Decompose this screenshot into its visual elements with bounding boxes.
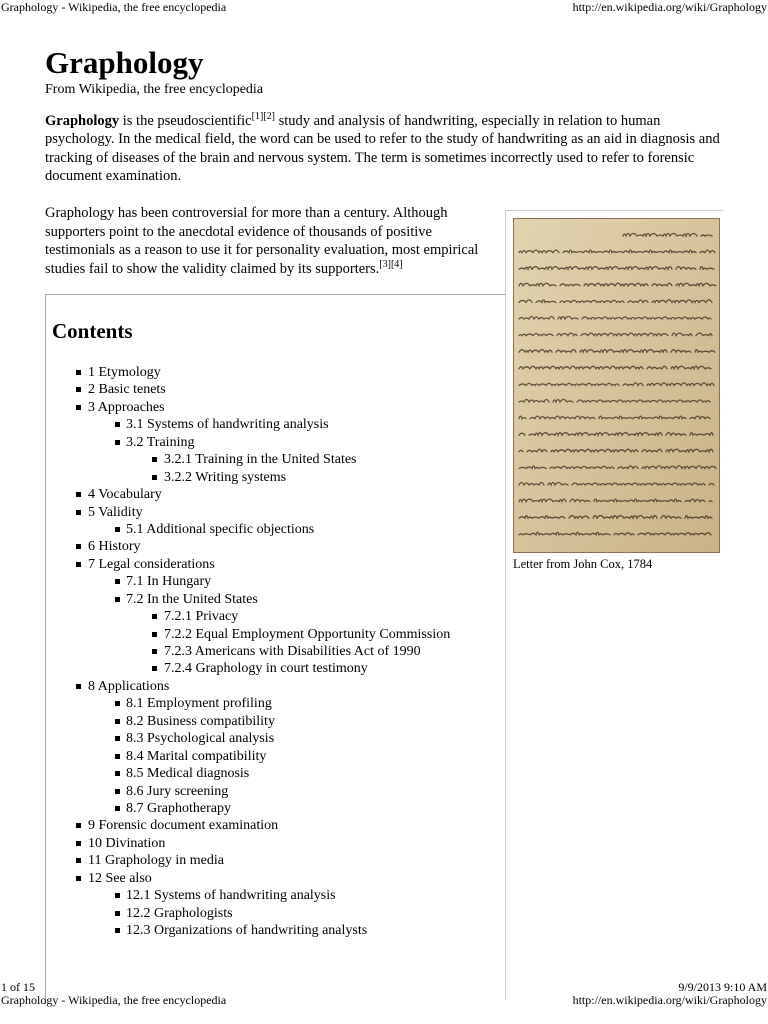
toc-item-label[interactable]: 3.1 Systems of handwriting analysis (126, 417, 329, 433)
toc-item-label[interactable]: 8 Applications (88, 678, 170, 694)
toc-item-label[interactable]: 8.6 Jury screening (126, 783, 229, 799)
bullet-icon (76, 370, 81, 375)
toc-item[interactable] (46, 381, 504, 398)
bullet-icon (152, 457, 157, 462)
para2-text: Graphology has been controversial for more than a century. Although supporters point to the anecdotal evidence of thousands of positive testimonials as a reason to use it for personality evaluation, most empirical studies fail to show the validity claimed by its supporters. (45, 205, 479, 278)
toc-title: Contents (52, 319, 133, 343)
bullet-icon (152, 666, 157, 671)
page-title: Graphology (45, 45, 204, 80)
toc-item[interactable] (46, 538, 504, 555)
toc-item-label[interactable]: 7 Legal considerations (88, 556, 215, 572)
header-url[interactable]: http://en.wikipedia.org/wiki/Graphology (572, 0, 767, 14)
toc-item-label[interactable]: 10 Divination (88, 835, 166, 851)
toc-item-label[interactable]: 8.3 Psychological analysis (126, 731, 275, 747)
bullet-icon (115, 736, 120, 741)
toc-item-label[interactable]: 3.2.1 Training in the United States (164, 452, 357, 468)
toc-item-label[interactable]: 12.1 Systems of handwriting analysis (126, 888, 336, 904)
toc-item-label[interactable]: 12.3 Organizations of handwriting analysts (126, 923, 368, 938)
toc-item[interactable] (46, 399, 504, 416)
toc-item[interactable] (46, 922, 504, 939)
controversy-paragraph (45, 204, 485, 279)
bullet-icon (76, 510, 81, 515)
toc-item-label[interactable]: 8.4 Marital compatibility (126, 748, 267, 764)
toc-item[interactable] (46, 608, 504, 625)
toc-item-label[interactable]: 8.2 Business compatibility (126, 713, 275, 729)
toc-item[interactable] (46, 434, 504, 451)
footer-page-title: Graphology - Wikipedia, the free encyclopedia (1, 993, 227, 1007)
ref-4-link[interactable]: [4] (390, 259, 403, 271)
bullet-icon (76, 405, 81, 410)
bullet-icon (115, 754, 120, 759)
toc-item[interactable] (46, 486, 504, 503)
toc-item-label[interactable]: 4 Vocabulary (88, 487, 162, 503)
bullet-icon (115, 928, 120, 933)
bullet-icon (115, 719, 120, 724)
bullet-icon (76, 841, 81, 846)
toc-item[interactable] (46, 852, 504, 869)
toc-item[interactable] (46, 364, 504, 381)
toc-item[interactable] (46, 748, 504, 765)
toc-item-label[interactable]: 3.2 Training (126, 434, 195, 450)
toc-item[interactable] (46, 678, 504, 695)
toc-item-label[interactable]: 7.2.2 Equal Employment Opportunity Commission (164, 626, 451, 642)
header-page-title: Graphology - Wikipedia, the free encyclopedia (1, 0, 227, 14)
toc-item[interactable] (46, 905, 504, 922)
toc-item[interactable] (46, 416, 504, 433)
bullet-icon (115, 893, 120, 898)
ref-3-link[interactable]: [3] (379, 259, 391, 271)
toc-item-label[interactable]: 5 Validity (88, 504, 143, 520)
toc-item-label[interactable]: 5.1 Additional specific objections (126, 521, 315, 537)
print-timestamp: 9/9/2013 9:10 AM (678, 980, 767, 994)
intro-text-2: study and analysis of handwriting, especially in relation to human psychology. In the medical field, the word can be used to refer to the study of handwriting as an aid in diagnosis and tracking of diseases of the brain and nervous system. The term is sometimes incorrectly used to refer to forensic document examination. (45, 113, 720, 184)
toc-item[interactable] (46, 591, 504, 608)
toc-item-label[interactable]: 7.2.4 Graphology in court testimony (164, 661, 368, 677)
bullet-icon (76, 876, 81, 881)
handwritten-letter-image[interactable] (513, 218, 720, 553)
toc-item-label[interactable]: 9 Forensic document examination (88, 818, 279, 834)
toc-item-label[interactable]: 7.2.3 Americans with Disabilities Act of 1990 (164, 644, 421, 659)
page-subtitle: From Wikipedia, the free encyclopedia (45, 82, 264, 97)
toc-item[interactable] (46, 504, 504, 521)
toc-item[interactable] (46, 713, 504, 730)
bullet-icon (76, 387, 81, 392)
bullet-icon (115, 440, 120, 445)
footer-url[interactable]: http://en.wikipedia.org/wiki/Graphology (572, 993, 767, 1007)
toc-item-label[interactable]: 7.1 In Hungary (126, 574, 212, 590)
bullet-icon (115, 422, 120, 427)
toc-item[interactable] (46, 835, 504, 852)
toc-item-label[interactable]: 7.2 In the United States (126, 591, 258, 607)
bullet-icon (76, 544, 81, 549)
bullet-icon (115, 579, 120, 584)
bullet-icon (115, 771, 120, 776)
toc-item-label[interactable]: 7.2.1 Privacy (164, 609, 239, 625)
bullet-icon (152, 632, 157, 637)
toc-item[interactable] (46, 887, 504, 904)
ref-2-link[interactable]: [2] (263, 111, 275, 122)
thumbnail-caption: Letter from John Cox, 1784 (513, 557, 653, 571)
toc-item-label[interactable]: 1 Etymology (88, 365, 161, 380)
bullet-icon (76, 562, 81, 567)
intro-paragraph (45, 112, 725, 185)
bullet-icon (76, 684, 81, 689)
toc-item[interactable] (46, 783, 504, 800)
toc-item[interactable] (46, 730, 504, 747)
toc-item[interactable] (46, 451, 504, 468)
bullet-icon (152, 649, 157, 654)
toc-item-label[interactable]: 8.7 Graphotherapy (126, 800, 231, 816)
toc-item[interactable] (46, 521, 504, 538)
bullet-icon (152, 475, 157, 480)
toc-item[interactable] (46, 800, 504, 817)
toc-item[interactable] (46, 660, 504, 677)
toc-item-label[interactable]: 3.2.2 Writing systems (164, 469, 287, 485)
toc-item-label[interactable]: 2 Basic tenets (88, 382, 166, 398)
intro-text-1: is the pseudoscientific (119, 113, 252, 129)
bullet-icon (115, 911, 120, 916)
thumbnail-frame (505, 210, 723, 1000)
toc-item-label[interactable]: 3 Approaches (88, 399, 165, 415)
toc-item[interactable] (46, 765, 504, 782)
toc-list (46, 364, 504, 939)
toc-item[interactable] (46, 556, 504, 573)
toc-item-label[interactable]: 8.1 Employment profiling (126, 696, 272, 712)
ref-1-link[interactable]: [1] (251, 111, 264, 122)
bullet-icon (76, 858, 81, 863)
toc-item[interactable] (46, 643, 504, 660)
bullet-icon (115, 527, 120, 532)
bullet-icon (115, 806, 120, 811)
toc-item[interactable] (46, 573, 504, 590)
toc-item[interactable] (46, 695, 504, 712)
bullet-icon (76, 492, 81, 497)
bullet-icon (76, 823, 81, 828)
table-of-contents (45, 294, 505, 1004)
page-counter: 1 of 15 (1, 980, 35, 994)
toc-item-label[interactable]: 8.5 Medical diagnosis (126, 766, 250, 782)
toc-item-label[interactable]: 12.2 Graphologists (126, 905, 233, 921)
toc-item-label[interactable]: 12 See also (88, 870, 152, 886)
bullet-icon (152, 614, 157, 619)
toc-item[interactable] (46, 626, 504, 643)
toc-item-label[interactable]: 11 Graphology in media (88, 853, 224, 869)
toc-item-label[interactable]: 6 History (88, 539, 141, 555)
handwriting-picture (513, 218, 720, 553)
bullet-icon (115, 701, 120, 706)
toc-item[interactable] (46, 469, 504, 486)
bullet-icon (115, 789, 120, 794)
intro-term: Graphology (45, 113, 120, 129)
toc-item[interactable] (46, 817, 504, 834)
toc-item[interactable] (46, 870, 504, 887)
bullet-icon (115, 597, 120, 602)
